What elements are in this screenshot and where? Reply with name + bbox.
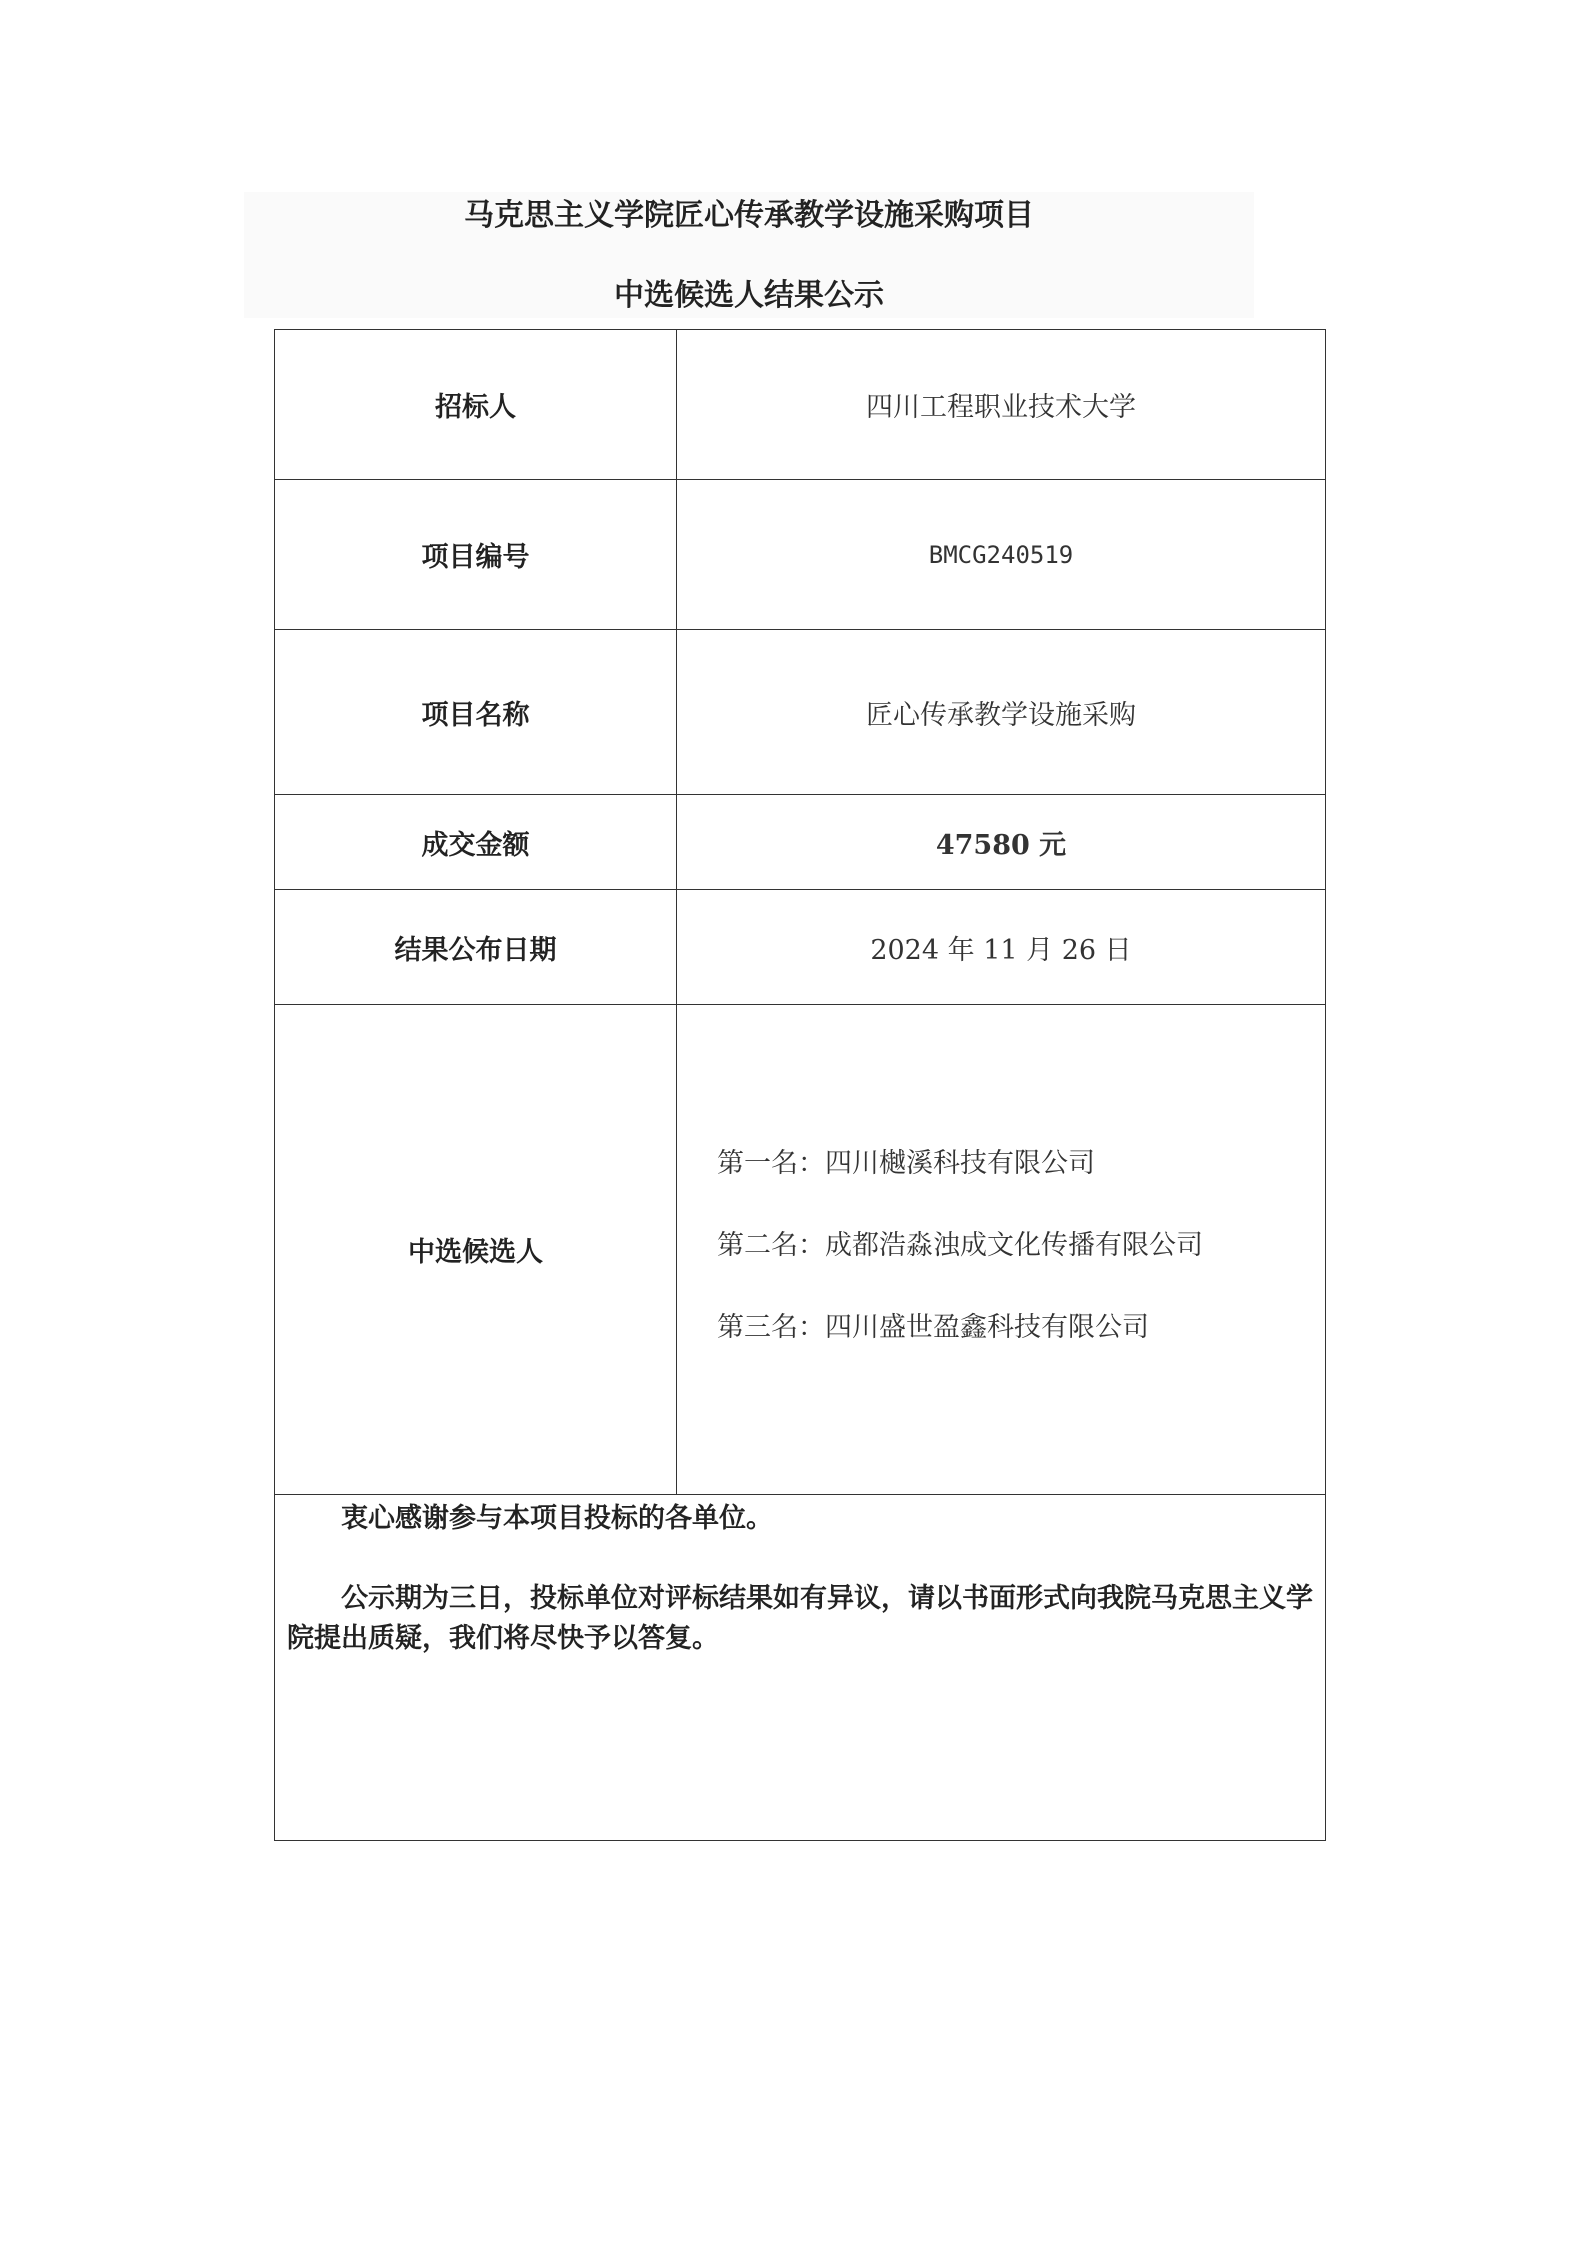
- publish-date-label: 结果公布日期: [275, 890, 677, 1004]
- candidate-third: 第三名：四川盛世盈鑫科技有限公司: [717, 1312, 1149, 1343]
- thanks-paragraph: 衷心感谢参与本项目投标的各单位。: [341, 1503, 773, 1534]
- tenderer-label: 招标人: [275, 330, 677, 479]
- announcement-table: [274, 329, 1326, 1841]
- tenderer-value: 四川工程职业技术大学: [866, 392, 1136, 423]
- table-row-footer: [275, 1495, 1325, 1840]
- table-row-publish-date: [275, 890, 1325, 1005]
- project-number-label: 项目编号: [275, 480, 677, 629]
- page-subtitle: 中选候选人结果公示: [614, 278, 884, 313]
- table-row-project-name: [275, 630, 1325, 795]
- amount-value: 47580 元: [935, 829, 1067, 861]
- table-row-candidates: [275, 1005, 1325, 1495]
- candidate-first: 第一名：四川樾溪科技有限公司: [717, 1148, 1095, 1179]
- table-row-project-number: [275, 480, 1325, 630]
- candidate-second: 第二名：成都浩淼浊成文化传播有限公司: [717, 1230, 1203, 1261]
- amount-label: 成交金额: [275, 795, 677, 889]
- project-name-value: 匠心传承教学设施采购: [866, 699, 1136, 731]
- objection-paragraph: 公示期为三日，投标单位对评标结果如有异议，请以书面形式向我院马克思主义学院提出质疑，我们将尽快予以答复。: [287, 1583, 1313, 1654]
- table-row-amount: [275, 795, 1325, 890]
- project-name-label: 项目名称: [275, 630, 677, 794]
- table-row-tenderer: [275, 330, 1325, 480]
- project-number-value: BMCG240519: [928, 540, 1074, 569]
- publish-date-value: 2024 年 11 月 26 日: [870, 934, 1132, 966]
- page-title: 马克思主义学院匠心传承教学设施采购项目: [464, 198, 1034, 233]
- candidates-label: 中选候选人: [275, 1005, 677, 1494]
- candidates-list: [677, 1005, 1325, 1494]
- title-block: [244, 192, 1254, 318]
